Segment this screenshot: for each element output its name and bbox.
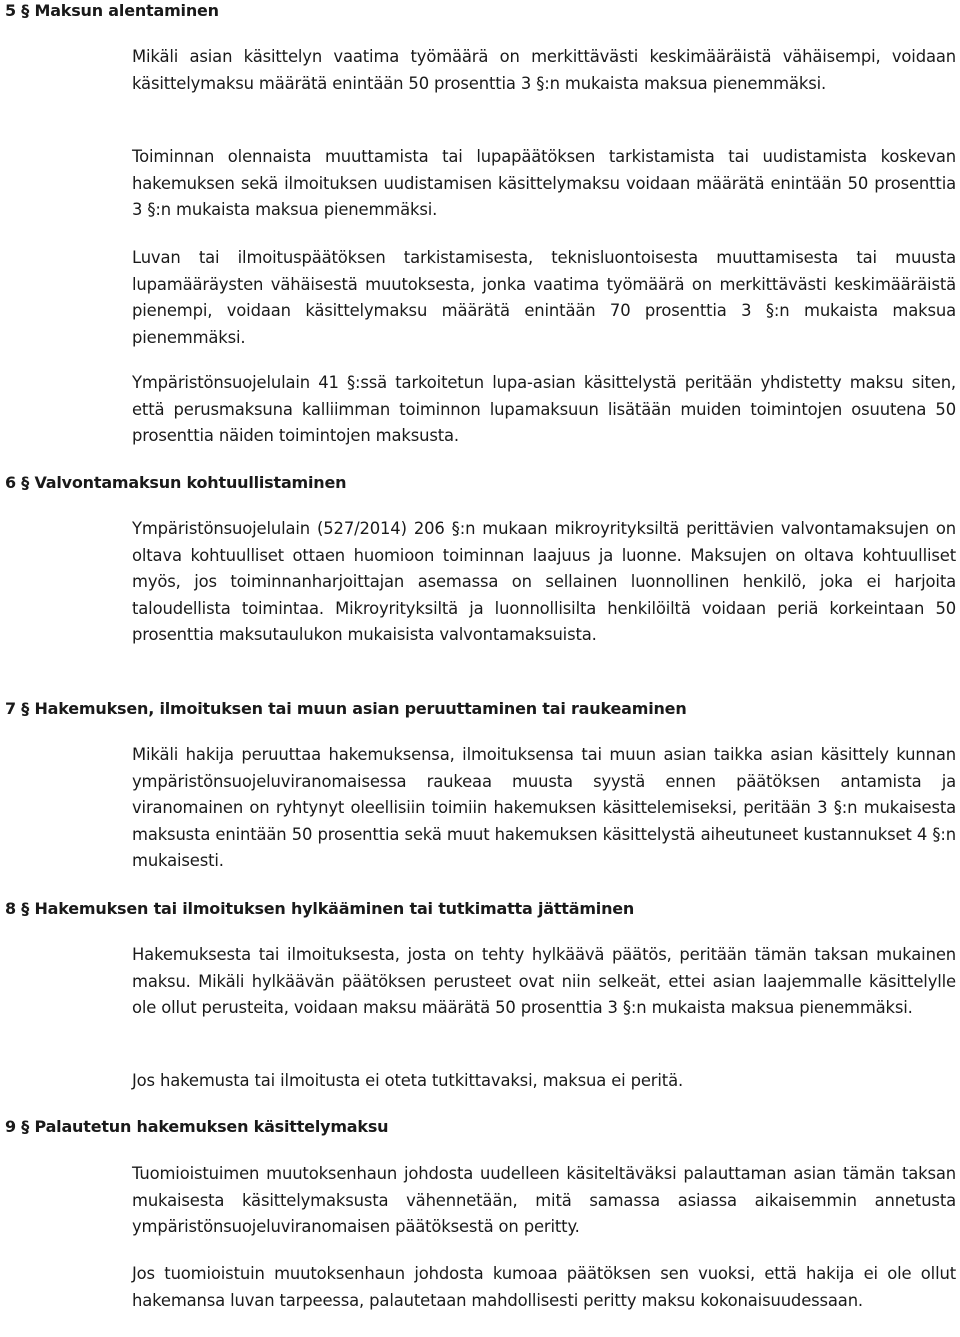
paragraph-5-4: Ympäristönsuojelulain 41 §:ssä tarkoitetun lupa-asian käsittelystä peritään yhdistetty maksu siten, että perusmaksuna kalliimman toiminnon lupamaksuun lisätään muiden toimintojen osuutena 50 prosenttia näiden toimintojen maksusta. — [132, 373, 956, 445]
paragraph-9-1: Tuomioistuimen muutoksenhaun johdosta uudelleen käsiteltäväksi palauttaman asian tämän taksan mukaisesta käsittelymaksusta vähennetään, mitä samassa asiassa aikaisemmin annetusta ympäristönsuojeluviranomaisen päätöksestä on peritty. — [132, 1164, 956, 1236]
paragraph-6-1: Ympäristönsuojelulain (527/2014) 206 §:n mukaan mikroyrityksiltä perittävien valvontamaksujen on oltava kohtuulliset ottaen huomioon toiminnan laajuus ja luonne. Maksujen on oltava kohtuulliset myös, jos toiminnanharjoittajan asemassa on sellainen luonnollinen henkilö, joka ei harjoita taloudellista toimintaa. Mikroyrityksiltä ja luonnollisilta henkilöiltä voidaan periä korkeintaan 50 prosenttia maksutaulukon mukaisista valvontamaksuista. — [132, 519, 956, 644]
section-heading-9: 9 § Palautetun hakemuksen käsittelymaksu — [5, 1117, 389, 1136]
paragraph-5-2: Toiminnan olennaista muuttamista tai lupapäätöksen tarkistamista tai uudistamista koskevan hakemuksen sekä ilmoituksen uudistamisen käsittelymaksu voidaan määrätä enintään 50 prosenttia 3 §:n mukaista maksua pienemmäksi. — [132, 147, 956, 219]
section-heading-6: 6 § Valvontamaksun kohtuullistaminen — [5, 473, 347, 492]
paragraph-8-1: Hakemuksesta tai ilmoituksesta, josta on tehty hylkäävä päätös, peritään tämän taksan mukainen maksu. Mikäli hylkäävän päätöksen perusteet ovat niin selkeät, ettei asian laajemmalle käsittelylle ole ollut perusteita, voidaan maksu määrätä 50 prosenttia 3 §:n mukaista maksua pienemmäksi. — [132, 945, 956, 1017]
paragraph-5-3: Luvan tai ilmoituspäätöksen tarkistamisesta, teknisluontoisesta muuttamisesta tai muusta lupamääräysten vähäisestä muutoksesta, jonka vaatima työmäärä on merkittävästi keskimääräistä pienempi, voidaan käsittelymaksu määrätä enintään 70 prosenttia 3 §:n mukaista maksua pienemmäksi. — [132, 248, 956, 347]
section-heading-5: 5 § Maksun alentaminen — [5, 1, 219, 20]
paragraph-7-1: Mikäli hakija peruuttaa hakemuksensa, ilmoituksensa tai muun asian taikka asian käsittely kunnan ympäristönsuojeluviranomaisessa raukeaa muusta syystä ennen päätöksen antamista ja viranomainen on ryhtynyt oleellisiin toimiin hakemuksen käsittelemiseksi, peritään 3 §:n mukaisesta maksusta enintään 50 prosenttia sekä muut hakemuksen käsittelystä aiheutuneet kustannukset 4 §:n mukaisesti. — [132, 745, 956, 870]
section-heading-8: 8 § Hakemuksen tai ilmoituksen hylkääminen tai tutkimatta jättäminen — [5, 899, 635, 918]
paragraph-9-2: Jos tuomioistuin muutoksenhaun johdosta kumoaa päätöksen sen vuoksi, että hakija ei ole ollut hakemansa luvan tarpeessa, palautetaan mahdollisesti peritty maksu kokonaisuudessaan. — [132, 1264, 956, 1310]
section-heading-7: 7 § Hakemuksen, ilmoituksen tai muun asian peruuttaminen tai raukeaminen — [5, 699, 687, 718]
paragraph-5-1: Mikäli asian käsittelyn vaatima työmäärä on merkittävästi keskimääräistä vähäisempi, voidaan käsittelymaksu määrätä enintään 50 prosenttia 3 §:n mukaista maksua pienemmäksi. — [132, 47, 956, 93]
paragraph-8-2: Jos hakemusta tai ilmoitusta ei oteta tutkittavaksi, maksua ei peritä. — [132, 1071, 684, 1090]
